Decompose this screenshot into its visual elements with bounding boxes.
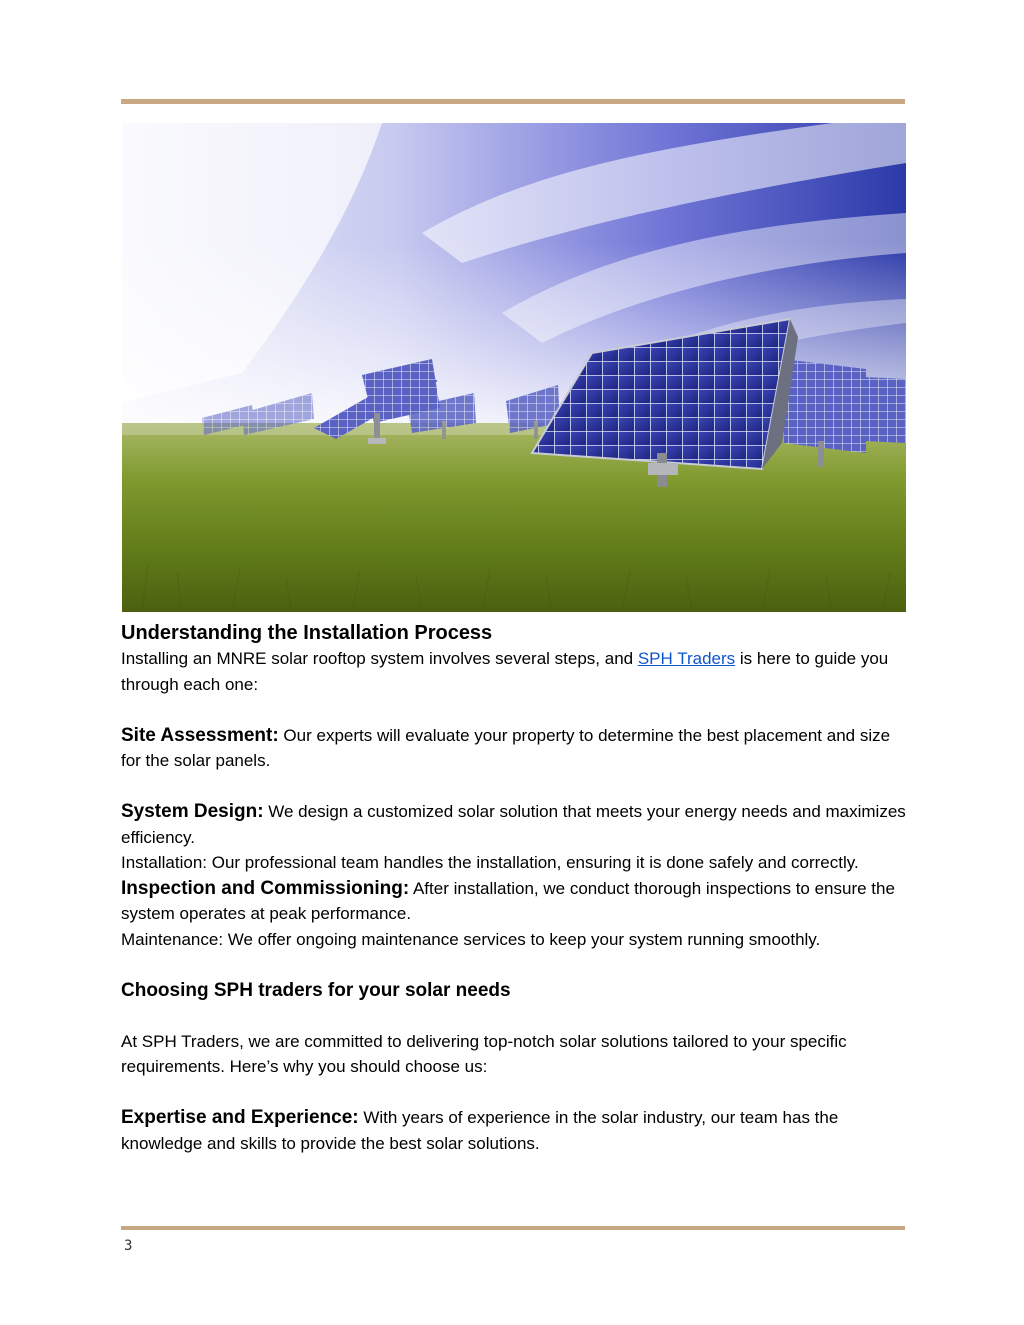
section-title-choosing: Choosing SPH traders for your solar needs: [121, 979, 511, 1001]
installation-intro: [121, 646, 911, 697]
inspection-heading: Inspection and Commissioning:: [121, 877, 410, 899]
inspection-text: After installation, we conduct thorough inspections to ensure the system operates at peak performance.: [121, 878, 895, 923]
expertise-text: With years of experience in the solar industry, our team has the knowledge and skills to provide the best solar solutions.: [121, 1108, 839, 1153]
header-rule: [121, 99, 905, 104]
choosing-intro: At SPH Traders, we are committed to delivering top-notch solar solutions tailored to your specific requirements. Here’s why you should choose us:: [121, 1031, 847, 1076]
step-maintenance: Maintenance: We offer ongoing maintenance services to keep your system running smoothly.: [121, 929, 821, 949]
step-system-design: [121, 799, 911, 850]
step-site-assessment: [121, 723, 911, 774]
site-assessment-heading: Site Assessment:: [121, 724, 279, 746]
step-inspection: [121, 876, 911, 927]
reason-expertise: [121, 1105, 911, 1156]
intro-text-after-link: is here to guide you through each one:: [121, 649, 889, 694]
sph-traders-link[interactable]: SPH Traders: [637, 649, 736, 668]
page-content: [121, 620, 911, 1156]
intro-text-before-link: Installing an MNRE solar rooftop system involves several steps, and: [121, 649, 638, 668]
page-number: 3: [124, 1238, 133, 1254]
site-assessment-text: Our experts will evaluate your property to determine the best placement and size for the solar panels.: [121, 725, 891, 770]
system-design-text: We design a customized solar solution that meets your energy needs and maximizes efficiency.: [121, 802, 906, 847]
footer-rule: [121, 1226, 905, 1230]
step-installation: Installation: Our professional team handles the installation, ensuring it is done safely and correctly.: [121, 853, 859, 872]
system-design-heading: System Design:: [121, 801, 264, 822]
section-title-installation: Understanding the Installation Process: [121, 622, 493, 644]
expertise-heading: Expertise and Experience:: [121, 1107, 359, 1128]
hero-image: [122, 123, 906, 612]
